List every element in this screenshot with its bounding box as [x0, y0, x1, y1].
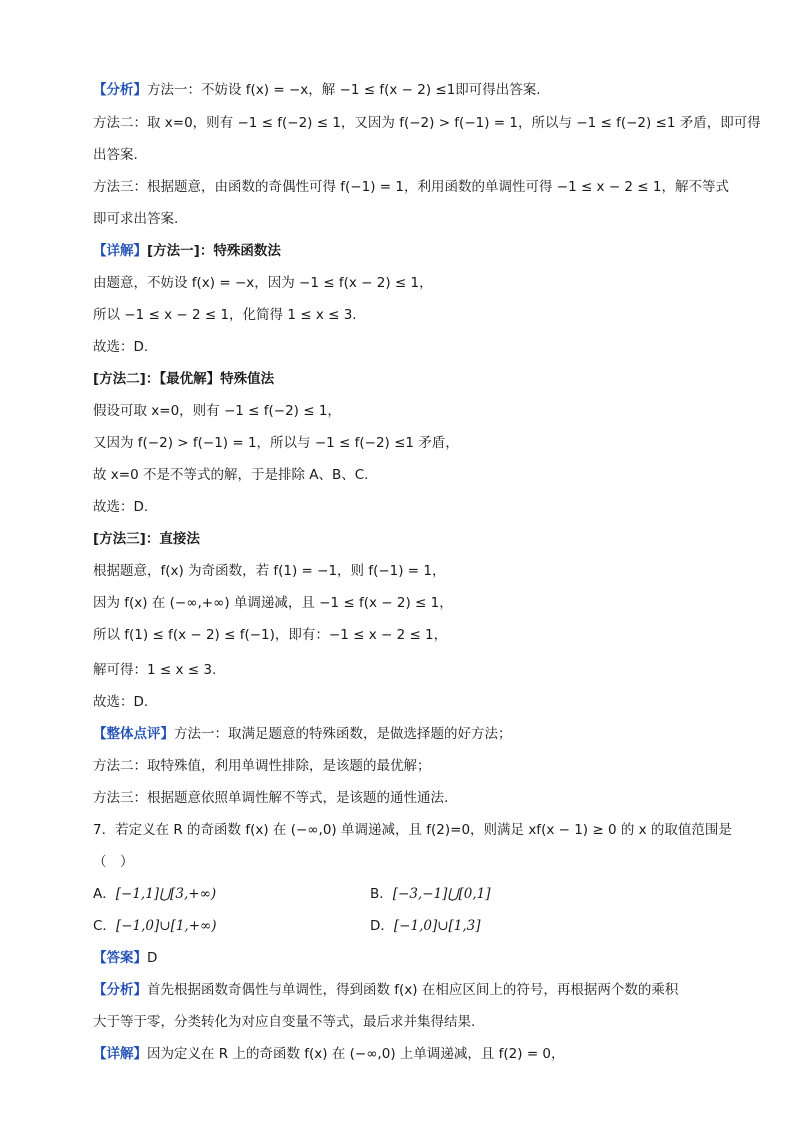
method-one-title: [方法一]：特殊函数法 — [147, 243, 281, 259]
text-line: 方法二：取特殊值，利用单调性排除，是该题的最优解； — [93, 758, 431, 774]
text-line: 方法二：取 x=0，则有 −1 ≤ f(−2) ≤ 1，又因为 f(−2) > f(−1) = 1，所以与 −1 ≤ f(−2) ≤1 矛盾，即可得 — [93, 115, 761, 131]
analysis-line-1: 【分析】方法一：不妨设 f(x) = −x，解 −1 ≤ f(x − 2) ≤1即可得出答案. — [93, 82, 541, 98]
text-line: 即可求出答案. — [93, 211, 179, 227]
method-three-title: [方法三]：直接法 — [93, 531, 200, 547]
text-line: 假设可取 x=0，则有 −1 ≤ f(−2) ≤ 1， — [93, 403, 341, 419]
answer-tag: 【答案】 — [93, 950, 147, 966]
option-c: C．[−1,0]∪[1,+∞) — [93, 918, 217, 934]
text-line: 因为 f(x) 在 (−∞,+∞) 单调递减，且 −1 ≤ f(x − 2) ≤ 1， — [93, 595, 453, 611]
detail-heading — [93, 241, 713, 261]
text-line: 由题意，不妨设 f(x) = −x，因为 −1 ≤ f(x − 2) ≤ 1， — [93, 275, 433, 291]
text-line: 解可得：1 ≤ x ≤ 3. — [93, 662, 217, 678]
text-line: 所以 f(1) ≤ f(x − 2) ≤ f(−1)，即有：−1 ≤ x − 2 ≤ 1， — [93, 627, 448, 643]
answer-line: 【答案】D — [93, 950, 158, 966]
method-two-title: [方法二]：【最优解】特殊值法 — [93, 371, 275, 387]
text-line: 故选：D. — [93, 499, 149, 515]
text-line: 故选：D. — [93, 694, 149, 710]
overall-comment-tag: 【整体点评】 — [93, 726, 174, 742]
option-d: D．[−1,0]∪[1,3] — [370, 918, 481, 934]
text-line: 大于等于零，分类转化为对应自变量不等式，最后求并集得结果. — [93, 1014, 476, 1030]
question-blank: （ ） — [93, 854, 134, 870]
question-stem: 7．若定义在 R 的奇函数 f(x) 在 (−∞,0) 单调递减，且 f(2)=0，则满足 xf(x − 1) ≥ 0 的 x 的取值范围是 — [93, 822, 732, 838]
text-line: 又因为 f(−2) > f(−1) = 1，所以与 −1 ≤ f(−2) ≤1 矛盾， — [93, 435, 459, 451]
text-line: 出答案. — [93, 147, 138, 163]
detail-tag: 【详解】 — [93, 243, 147, 259]
text-line: 根据题意，f(x) 为奇函数，若 f(1) = −1，则 f(−1) = 1， — [93, 563, 446, 579]
text-line: 故 x=0 不是不等式的解，于是排除 A、B、C. — [93, 467, 369, 483]
option-b: B．[−3,−1]⋃[0,1] — [370, 886, 491, 902]
text-line: 故选：D. — [93, 339, 149, 355]
overall-comment-line: 【整体点评】方法一：取满足题意的特殊函数，是做选择题的好方法； — [93, 726, 512, 742]
analysis-tag: 【分析】 — [93, 82, 147, 98]
option-a: A．[−1,1]⋃[3,+∞) — [93, 886, 217, 902]
analysis-line-2: 【分析】首先根据函数奇偶性与单调性，得到函数 f(x) 在相应区间上的符号，再根据两个数的乘积 — [93, 982, 679, 998]
text-line: 方法三：根据题意依照单调性解不等式，是该题的通性通法. — [93, 790, 449, 806]
detail-tag: 【详解】 — [93, 1046, 147, 1062]
text-line: 所以 −1 ≤ x − 2 ≤ 1，化简得 1 ≤ x ≤ 3. — [93, 307, 357, 323]
text-line: 方法三：根据题意，由函数的奇偶性可得 f(−1) = 1，利用函数的单调性可得 −1 ≤ x − 2 ≤ 1，解不等式 — [93, 179, 730, 195]
detail-line-2: 【详解】因为定义在 R 上的奇函数 f(x) 在 (−∞,0) 上单调递减，且 f(2) = 0， — [93, 1046, 565, 1062]
analysis-tag: 【分析】 — [93, 982, 147, 998]
